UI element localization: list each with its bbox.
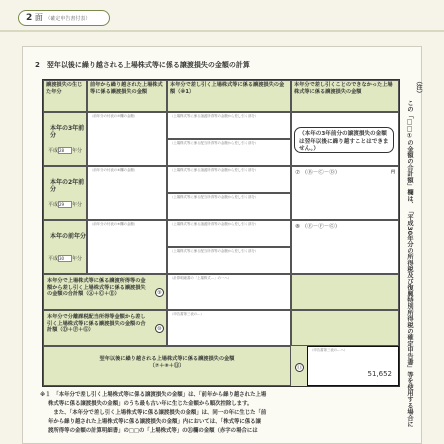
no-carryover-note: （本年の3年前分の譲渡損失の金額は翌年以後に繰り越すことはできません。）	[294, 127, 394, 153]
field-caption: （上場株式等に係る譲渡所得等の金額から差し引く部分）	[170, 222, 259, 226]
deduct-gain-field-2[interactable]	[167, 166, 291, 193]
carryforward-amount-value: 51,652	[367, 369, 392, 378]
row-label: 本年の2年前分	[50, 179, 85, 193]
page-tab	[18, 10, 110, 26]
footnote-line-5: 渡所得等の金額の計算明細書」の□□の「上場株式等」の⑪欄の金額（赤字の場合には	[48, 428, 258, 434]
era-label: 平成	[48, 256, 59, 262]
footnote-line-1: ※１ 「本年分で差し引く上場株式等に係る譲渡損失の金額」は、「前年から繰り越された上場	[40, 392, 267, 398]
loss-table	[42, 79, 400, 387]
row-year	[48, 147, 82, 155]
formula-label	[295, 170, 340, 177]
deduct-dividend-field-2[interactable]	[167, 193, 291, 220]
field-caption: （前年分の付表の⑧欄の金額）	[90, 168, 138, 172]
circle-number: ⑧	[295, 224, 300, 230]
formula-label	[295, 224, 340, 231]
header-carried-loss: 前年から繰り越された上場株式等に係る譲渡損失の金額	[87, 80, 167, 112]
row-year	[48, 255, 82, 263]
remaining-loss-field-3[interactable]	[291, 220, 399, 274]
carried-loss-field-1[interactable]	[87, 112, 167, 166]
row-3-years-ago-label	[43, 112, 87, 166]
circle-11: ⑪	[296, 365, 302, 371]
year-suffix: 年分	[72, 202, 83, 208]
section-title: 2 翌年以後に繰り越される上場株式等に係る譲渡損失の金額の計算	[35, 61, 250, 69]
header-remaining-loss: 本年分で差し引くことのできなかった上場株式等に係る譲渡損失の金額	[291, 80, 399, 112]
footnote-line-3: また、「本年分で差し引く上場株式等に係る譲渡損失の金額」は、同一の年に生じた「前	[48, 410, 267, 416]
total-gain-deduction-field[interactable]	[167, 274, 291, 310]
carryforward-amount-field[interactable]	[307, 346, 399, 386]
field-caption: （前年分の付表の⑨欄の金額）	[90, 222, 138, 226]
deduct-gain-field-3[interactable]	[167, 220, 291, 247]
year-field[interactable]: 28	[58, 147, 72, 154]
yen-unit: 円	[391, 169, 395, 174]
total-dividend-deduction-field[interactable]	[167, 310, 291, 346]
row-prior-year-label	[43, 220, 87, 274]
era-label: 平成	[48, 202, 59, 208]
total-dividend-deduction-label: 本年分で分離課税配当所得等金額から差し引く上場株式等に係る譲渡損失の金額の合計額（Ⓓ＋Ⓕ＋Ⓖ）	[43, 310, 167, 346]
right-note-line-1: この「□□①の金額の合計額」欄は、「平成30年分の所得税及び復興特別所得税の確定申告書」等を使用する場合に	[406, 100, 413, 428]
circle-10: ⑩	[155, 324, 164, 333]
final-row-label: 翌年以後に繰り越される上場株式等に係る譲渡損失の金額	[99, 356, 235, 362]
field-caption: （申告書第三表の…へ）	[310, 348, 348, 352]
page-subtitle: （確定申告書付表）	[45, 16, 91, 22]
year-field[interactable]: 30	[58, 255, 72, 262]
remaining-loss-field-2[interactable]	[291, 166, 399, 220]
right-note-marker: （注）	[415, 78, 422, 97]
row-2-years-ago-label	[43, 166, 87, 220]
formula-text: （Ⓔ－Ⓕ－Ⓖ）	[301, 224, 341, 230]
header-divider	[0, 30, 444, 32]
final-row-formula: （⑦＋⑧＋⑪）	[149, 362, 185, 369]
total-gain-deduction-label: 本年分で上場株式等に係る譲渡所得等の金額から差し引く上場株式等に係る譲渡損失の金額の合計額（Ⓐ＋Ⓒ＋Ⓔ）	[43, 274, 167, 310]
row-year	[48, 201, 82, 209]
field-caption: （前年分の付表の⑦欄の金額）	[90, 114, 138, 118]
remaining-loss-cell-1	[291, 112, 399, 166]
page-number: 2	[26, 13, 33, 23]
header-year: 譲渡損失の生じた年分	[43, 80, 87, 112]
carried-loss-field-3[interactable]	[87, 220, 167, 274]
deduct-dividend-field-1[interactable]	[167, 139, 291, 166]
deduct-dividend-field-3[interactable]	[167, 247, 291, 274]
circle-number: ⑦	[295, 170, 300, 176]
year-field[interactable]: 29	[58, 201, 72, 208]
header-deducted-loss: 本年分で差し引く上場株式等に係る譲渡損失の金額（※1）	[167, 80, 291, 112]
field-caption: （上場株式等に係る配当所得等の金額から差し引く部分）	[170, 195, 259, 199]
field-caption: （上場株式等に係る譲渡所得等の金額から差し引く部分）	[170, 168, 259, 172]
row-label: 本年の前年分	[50, 233, 87, 240]
carried-loss-field-2[interactable]	[87, 166, 167, 220]
page-unit: 面	[34, 13, 43, 22]
formula-text: （Ⓑ－Ⓒ－Ⓓ）	[301, 170, 341, 176]
field-caption: （上場株式等に係る配当所得等の金額から差し引く部分）	[170, 249, 259, 253]
field-caption: （上場株式等に係る譲渡所得等の金額から差し引く部分）	[170, 114, 259, 118]
row-label: 本年の3年前分	[50, 125, 85, 139]
year-suffix: 年分	[72, 148, 83, 154]
empty-cell	[291, 274, 399, 310]
field-caption: （計算明細書の「上場株式…」の一へ）	[170, 276, 232, 280]
carryforward-label	[43, 346, 291, 386]
era-label: 平成	[48, 148, 59, 154]
footnote-line-4: 年から繰り越された上場株式等に係る譲渡損失の金額」内においては、「株式等に係る譲	[48, 419, 261, 425]
footnote-line-2: 株式等に係る譲渡損失の金額」のうち最も古い年に生じた金額から順次控除します。	[48, 401, 253, 407]
deduct-gain-field-1[interactable]	[167, 112, 291, 139]
circle-9: ⑨	[155, 288, 164, 297]
field-caption: （申告書第三表の…）	[170, 312, 204, 316]
empty-cell	[291, 310, 399, 346]
year-suffix: 年分	[72, 256, 83, 262]
field-caption: （上場株式等に係る配当所得等の金額から差し引く部分）	[170, 141, 259, 145]
